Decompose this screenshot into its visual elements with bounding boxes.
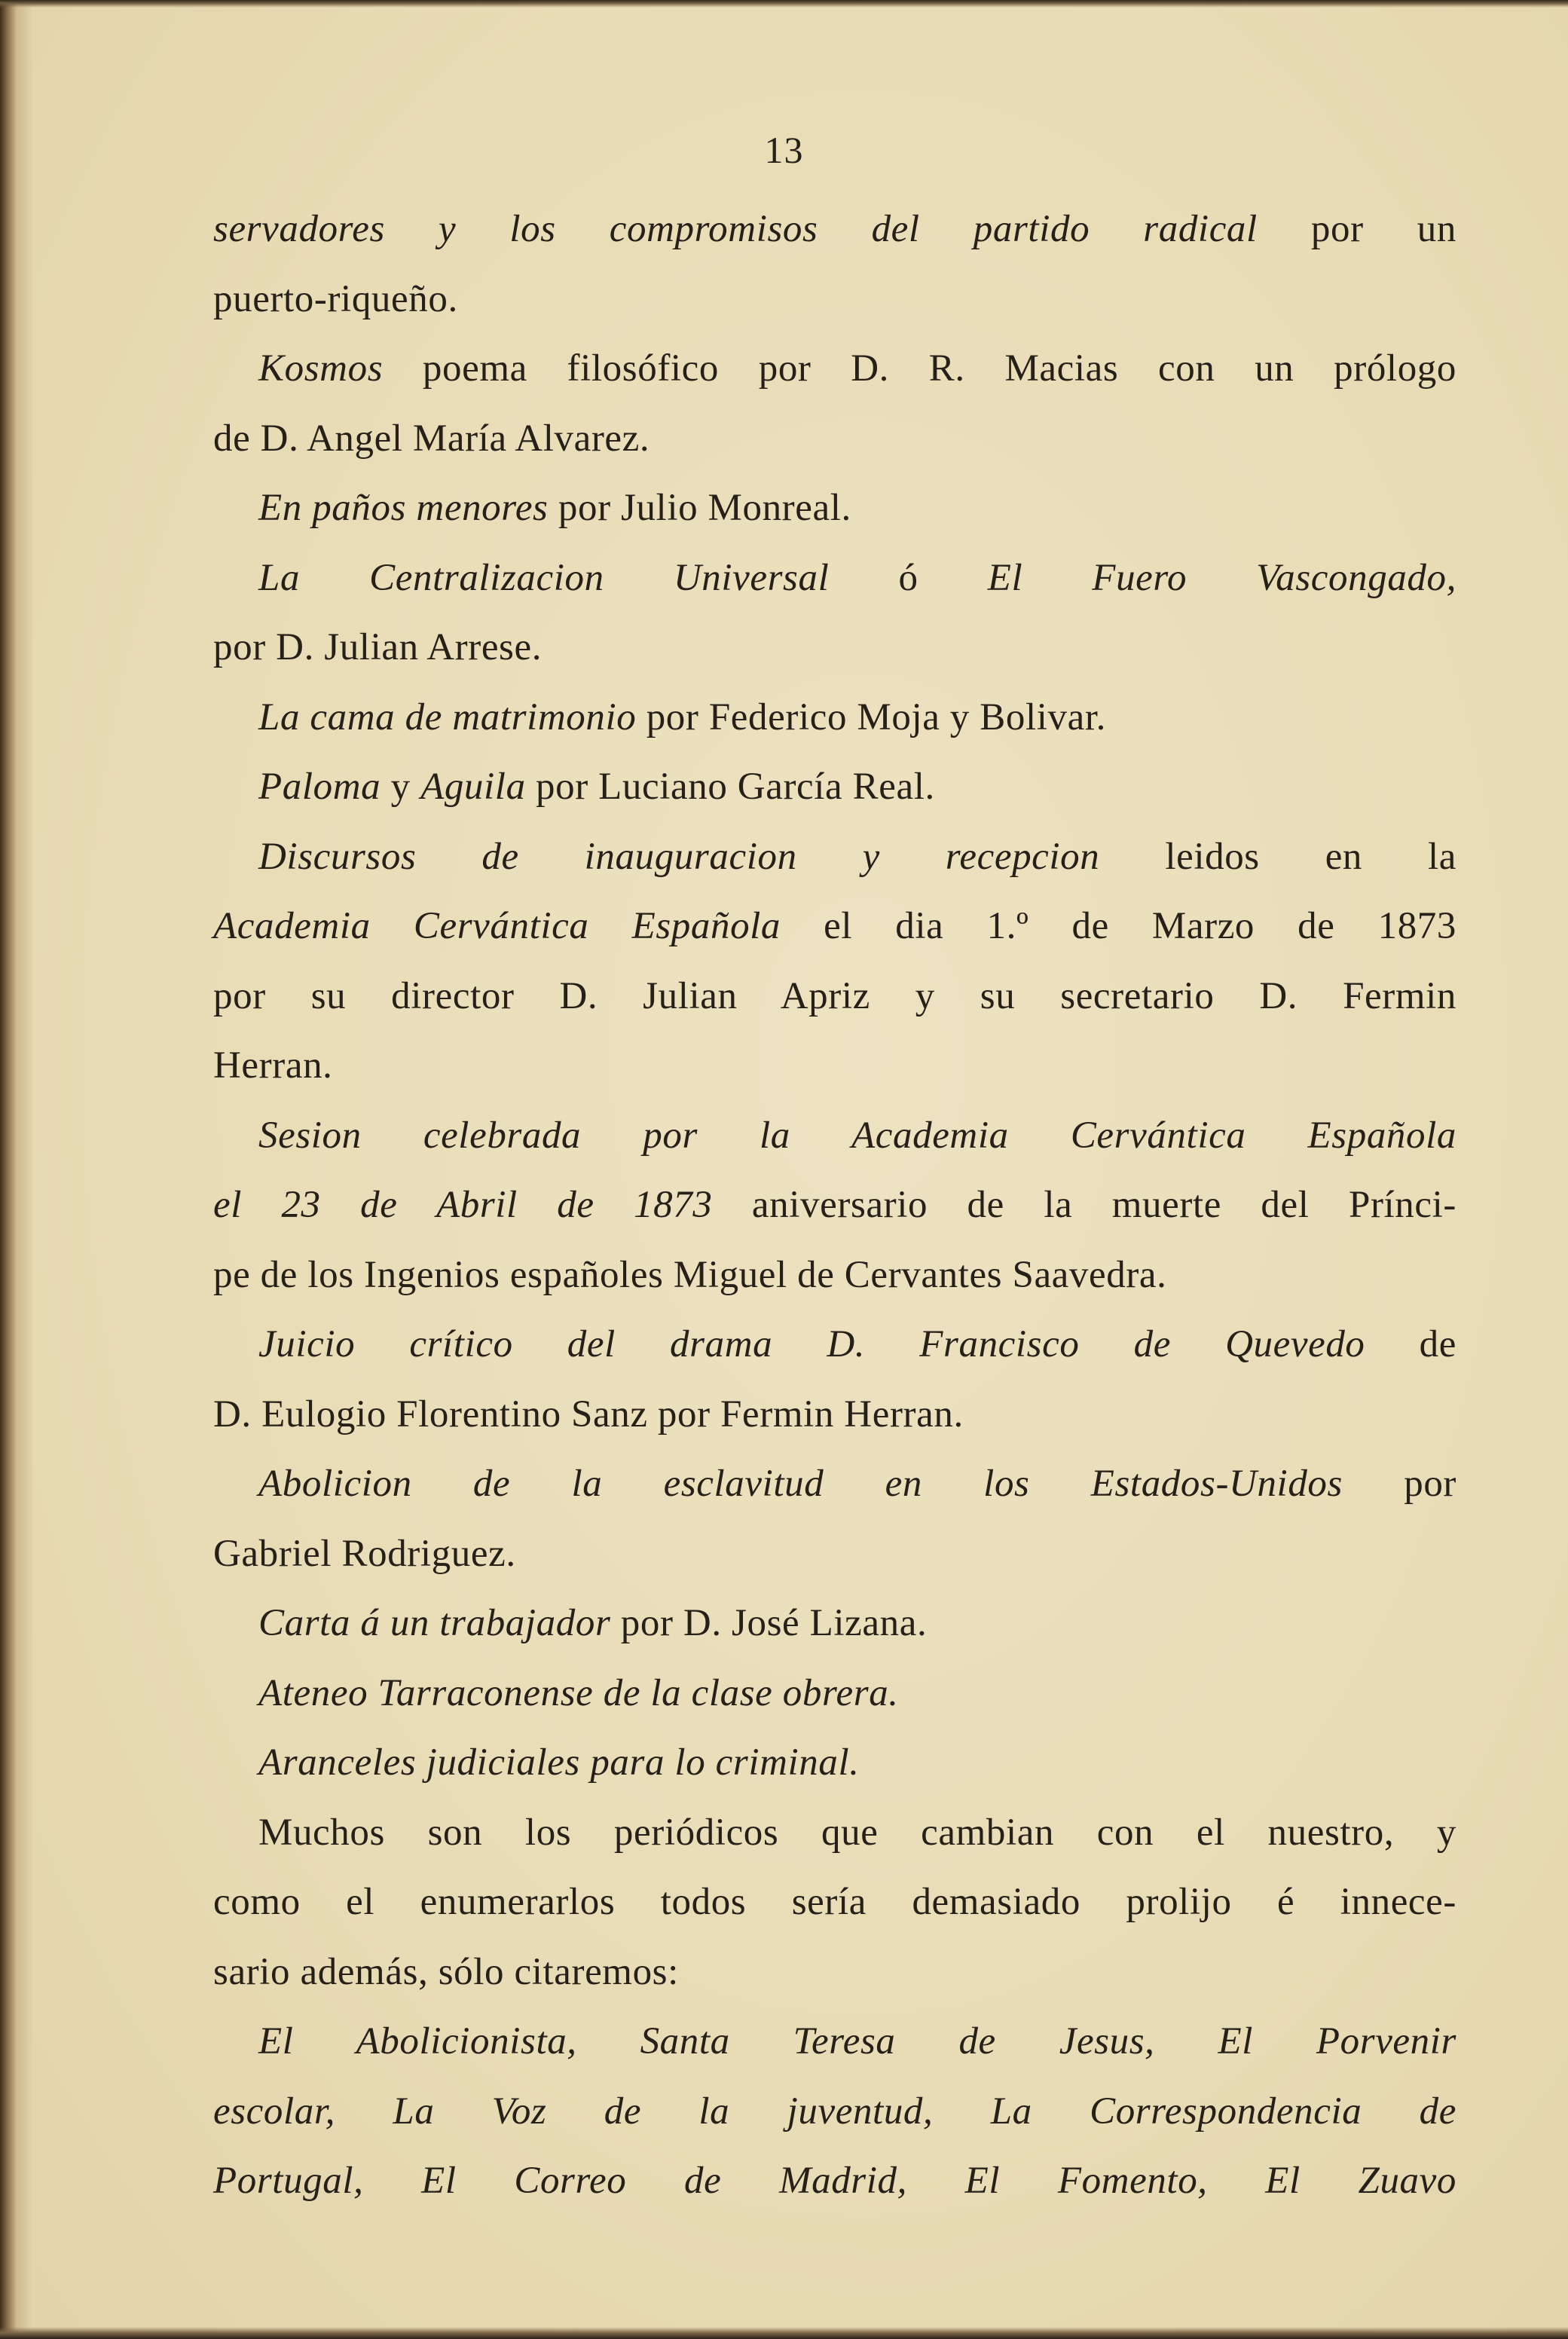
page-bottom-edge bbox=[0, 2327, 1568, 2339]
text-line bbox=[213, 1240, 1456, 1310]
roman-text: sario además, sólo citaremos: bbox=[213, 1950, 679, 1993]
text-line bbox=[213, 1798, 1456, 1868]
text-line bbox=[213, 1728, 1456, 1798]
text-line bbox=[213, 404, 1456, 474]
roman-text: de D. Angel María Alvarez. bbox=[213, 417, 650, 460]
italic-title-text: Aguila bbox=[420, 766, 526, 808]
roman-text: y bbox=[381, 766, 421, 808]
italic-title-text: Ateneo Tarraconense de la clase obrera. bbox=[258, 1671, 899, 1714]
italic-title-text: Portugal, El Correo de Madrid, El Fomento, El Zuavo bbox=[213, 2160, 1456, 2202]
italic-title-text: escolar, La Voz de la juventud, La Correspondencia de bbox=[213, 2090, 1456, 2133]
roman-text: de bbox=[1365, 1323, 1456, 1365]
text-line bbox=[213, 194, 1456, 264]
roman-text: el dia 1.º de Marzo de 1873 bbox=[781, 905, 1456, 947]
text-line bbox=[213, 543, 1456, 613]
italic-title-text: El Fuero Vascongado, bbox=[987, 556, 1456, 599]
text-body bbox=[213, 194, 1456, 2216]
roman-text: Herran. bbox=[213, 1044, 333, 1087]
roman-text: D. Eulogio Florentino Sanz por Fermin Herran. bbox=[213, 1393, 964, 1436]
italic-title-text: Paloma bbox=[258, 766, 381, 808]
italic-title-text: Abolicion de la esclavitud en los Estados-Unidos bbox=[258, 1463, 1343, 1505]
text-line bbox=[213, 752, 1456, 822]
text-line bbox=[213, 1519, 1456, 1589]
italic-title-text: Discursos de inauguracion y recepcion bbox=[258, 835, 1100, 878]
roman-text: por Federico Moja y Bolivar. bbox=[636, 696, 1106, 738]
roman-text: por D. Julian Arrese. bbox=[213, 626, 543, 668]
text-line bbox=[213, 2146, 1456, 2216]
text-line bbox=[213, 2077, 1456, 2147]
roman-text: por bbox=[1342, 1463, 1457, 1505]
italic-title-text: Carta á un trabajador bbox=[258, 1602, 611, 1644]
italic-title-text: La cama de matrimonio bbox=[258, 696, 637, 738]
italic-title-text: El Abolicionista, Santa Teresa de Jesus, El Porvenir bbox=[258, 2020, 1456, 2062]
italic-title-text: En paños menores bbox=[258, 487, 549, 529]
roman-text: poema filosófico por D. R. Macias con un prólogo bbox=[383, 347, 1456, 390]
text-line bbox=[213, 891, 1456, 962]
text-line bbox=[213, 1588, 1456, 1659]
roman-text: por Julio Monreal. bbox=[548, 487, 851, 529]
text-line bbox=[213, 2007, 1456, 2077]
text-line bbox=[213, 822, 1456, 892]
italic-title-text: servadores y los compromisos del partido radical bbox=[213, 208, 1258, 250]
italic-title-text: La Centralizacion Universal bbox=[258, 556, 830, 599]
page-spine-shadow bbox=[0, 0, 33, 2339]
roman-text: pe de los Ingenios españoles Miguel de Cervantes Saavedra. bbox=[213, 1253, 1167, 1296]
text-line bbox=[213, 264, 1456, 335]
text-line bbox=[213, 1310, 1456, 1380]
italic-title-text: Sesion celebrada por la Academia Cervántica Española bbox=[258, 1114, 1456, 1157]
text-line bbox=[213, 1380, 1456, 1450]
text-line bbox=[213, 1031, 1456, 1101]
italic-title-text: Academia Cervántica Española bbox=[213, 905, 781, 947]
text-line bbox=[213, 962, 1456, 1032]
roman-text: por Luciano García Real. bbox=[525, 766, 935, 808]
page-top-edge bbox=[0, 0, 1568, 8]
text-line bbox=[213, 334, 1456, 404]
text-line bbox=[213, 683, 1456, 753]
roman-text: aniversario de la muerte del Prínci- bbox=[712, 1184, 1456, 1226]
roman-text: por D. José Lizana. bbox=[610, 1602, 928, 1644]
italic-title-text: Juicio crítico del drama D. Francisco de Quevedo bbox=[258, 1323, 1365, 1365]
roman-text: como el enumerarlos todos sería demasiado prolijo é innece- bbox=[213, 1881, 1456, 1923]
text-line bbox=[213, 1170, 1456, 1240]
text-line bbox=[213, 473, 1456, 543]
text-line bbox=[213, 1659, 1456, 1729]
italic-title-text: Kosmos bbox=[258, 347, 384, 390]
page-number: 13 bbox=[764, 129, 804, 171]
roman-text: leidos en la bbox=[1099, 835, 1456, 878]
text-line bbox=[213, 1101, 1456, 1171]
roman-text: puerto-riqueño. bbox=[213, 277, 458, 320]
roman-text: ó bbox=[829, 556, 988, 599]
text-line bbox=[213, 613, 1456, 683]
roman-text: por un bbox=[1257, 208, 1456, 250]
italic-title-text: el 23 de Abril de 1873 bbox=[213, 1184, 713, 1226]
text-line bbox=[213, 1449, 1456, 1519]
text-line bbox=[213, 1867, 1456, 1937]
roman-text: por su director D. Julian Apriz y su secretario D. Fermin bbox=[213, 974, 1456, 1017]
italic-title-text: Aranceles judiciales para lo criminal. bbox=[258, 1741, 860, 1784]
roman-text: Muchos son los periódicos que cambian con el nuestro, y bbox=[258, 1811, 1456, 1854]
roman-text: Gabriel Rodriguez. bbox=[213, 1532, 516, 1575]
text-line bbox=[213, 1937, 1456, 2007]
